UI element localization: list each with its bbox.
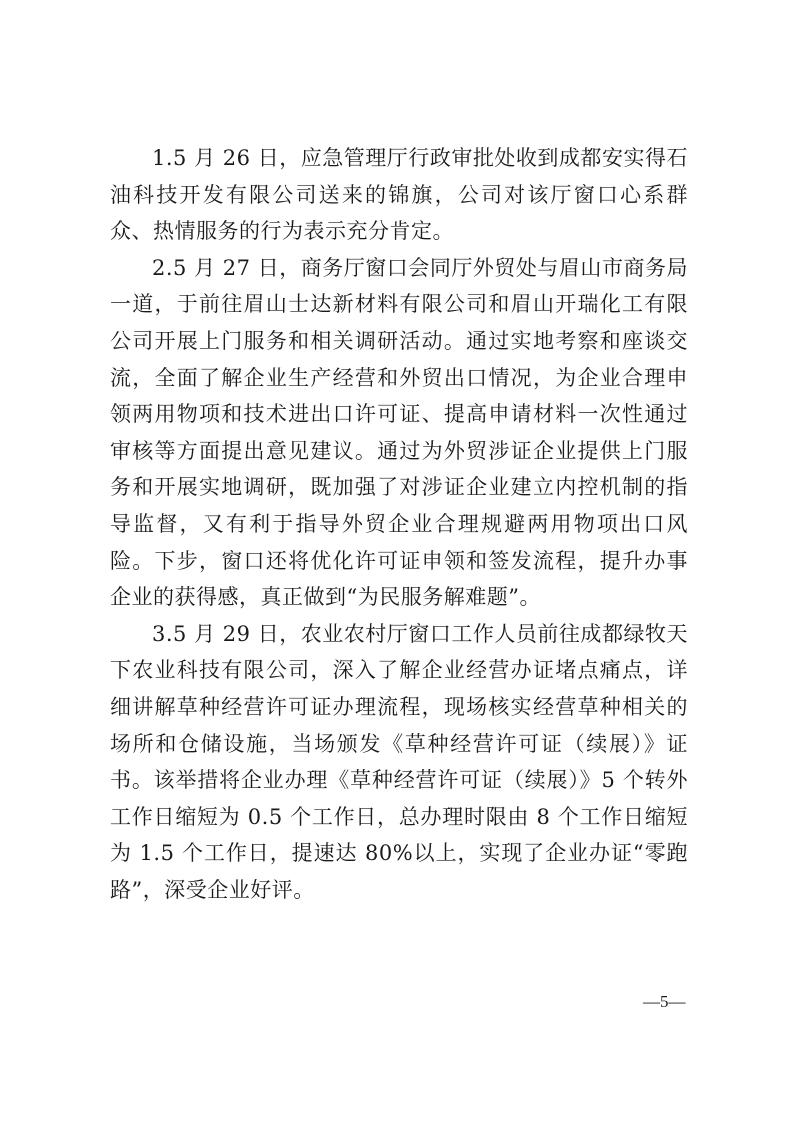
paragraph-1: 1.5 月 26 日，应急管理厅行政审批处收到成都安实得石油科技开发有限公司送来的锦旗，公司对该厅窗口心系群众、热情服务的行为表示充分肯定。	[110, 146, 688, 244]
paragraph-3: 3.5 月 29 日，农业农村厅窗口工作人员前往成都绿牧天下农业科技有限公司，深入了解企业经营办证堵点痛点，详细讲解草种经营许可证办理流程，现场核实经营草种相关的场所和仓储设施，当场颁发《草种经营许可证（续展）》证书。该举措将企业办理《草种经营许可证（续展）》5 个转外工作日缩短为 0.5 个工作日，总办理时限由 8 个工作日缩短为 1.5 个工作日，提速达 80%以上，实现了企业办证“零跑路”，深受企业好评。	[110, 621, 688, 902]
page-number: —5—	[643, 992, 686, 1011]
paragraph-2: 2.5 月 27 日，商务厅窗口会同厅外贸处与眉山市商务局一道，于前往眉山士达新材料有限公司和眉山开瑞化工有限公司开展上门服务和相关调研活动。通过实地考察和座谈交流，全面了解企业生产经营和外贸出口情况，为企业合理申领两用物项和技术进出口许可证、提高申请材料一次性通过审核等方面提出意见建议。通过为外贸涉证企业提供上门服务和开展实地调研，既加强了对涉证企业建立内控机制的指导监督，又有利于指导外贸企业合理规避两用物项出口风险。下步，窗口还将优化许可证申领和签发流程，提升办事企业的获得感，真正做到“为民服务解难题”。	[110, 255, 688, 610]
document-body	[110, 140, 688, 908]
